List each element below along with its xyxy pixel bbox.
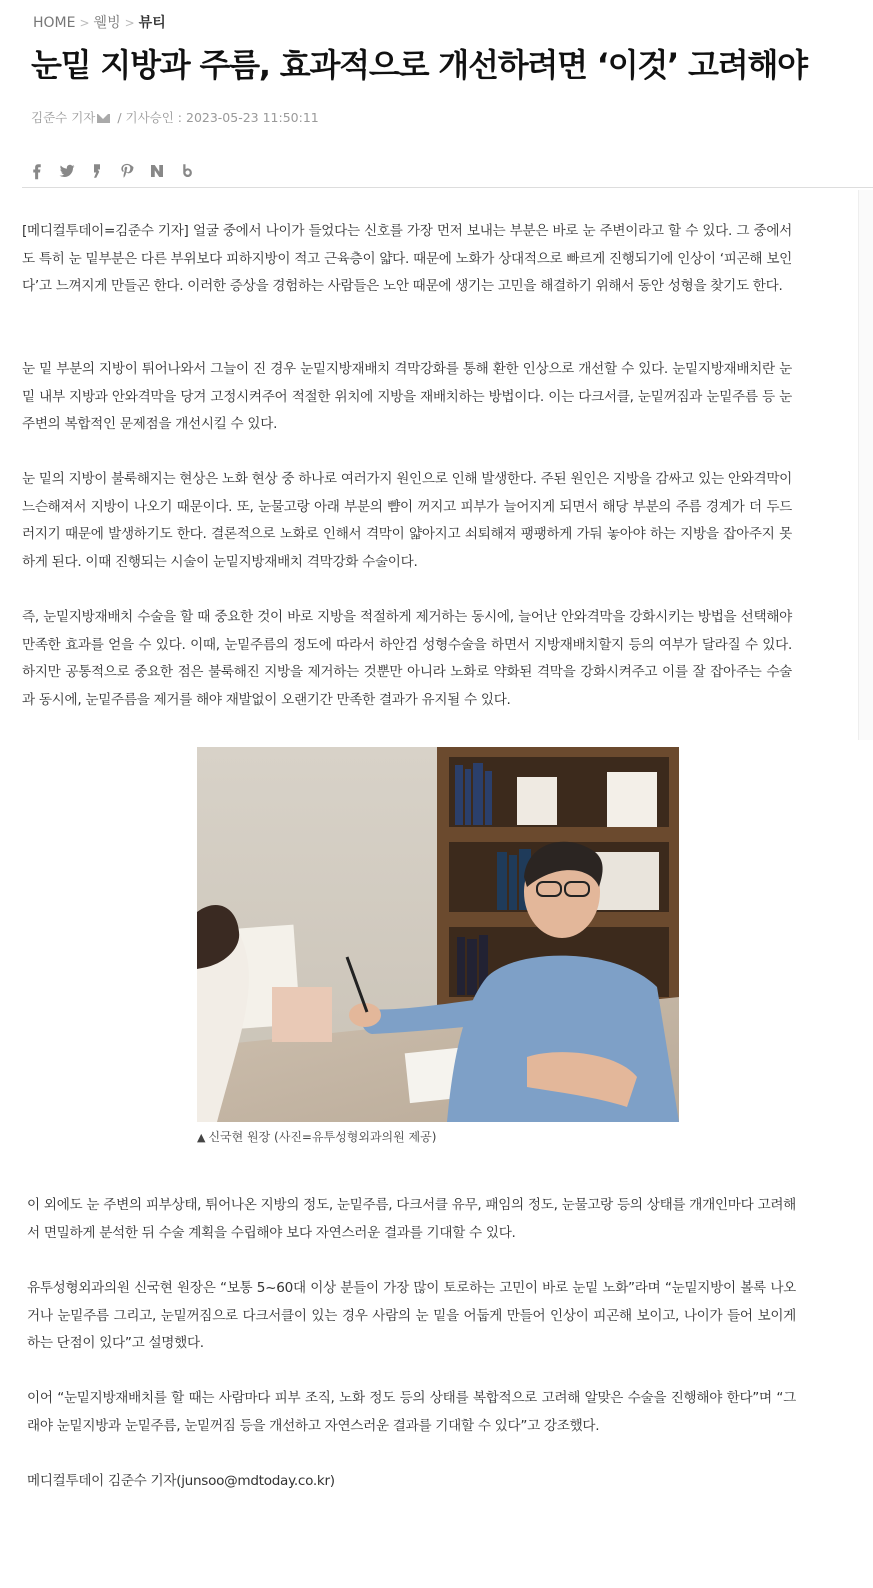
twitter-icon[interactable]: [56, 160, 78, 182]
share-bar: [26, 160, 198, 182]
breadcrumb-current[interactable]: 뷰티: [138, 15, 166, 31]
naver-icon[interactable]: [146, 160, 168, 182]
kakaostory-icon[interactable]: [86, 160, 108, 182]
caption-marker: ▲: [197, 1131, 206, 1144]
approval-date: / 기사승인 : 2023-05-23 11:50:11: [117, 110, 319, 125]
article-paragraph: 눈 밑의 지방이 불룩해지는 현상은 노화 현상 중 하나로 여러가지 원인으로 인해 발생한다. 주된 원인은 지방을 감싸고 있는 안와격막이 느슨해져서 지방이 나오기 때문이다. 또, 눈물고랑 아래 부분의 뺨이 꺼지고 피부가 늘어지게 되면서 해당 부분의 주름 경계가 더 두드러지기 때문에 발생하기도 한다. 결론적으로 노화로 인해서 격막이 얇아지고 쇠퇴해져 팽팽하게 가둬 놓아야 하는 지방을 잡아주지 못하게 된다. 이때 진행되는 시술이 눈밑지방재배치 격막강화 수술이다.: [22, 471, 792, 570]
facebook-icon[interactable]: [26, 160, 48, 182]
article-photo: [197, 747, 679, 1122]
article-byline: 메디컬투데이 김준수 기자(junsoo@mdtoday.co.kr): [27, 1473, 335, 1489]
breadcrumb-section[interactable]: 웰빙: [93, 15, 121, 31]
breadcrumb-separator: >: [124, 16, 135, 30]
author-name: 김준수 기자: [31, 110, 96, 125]
article-meta: [31, 108, 319, 126]
band-icon[interactable]: [176, 160, 198, 182]
breadcrumb: [33, 12, 166, 32]
mail-icon[interactable]: [97, 114, 110, 123]
photo-caption: [197, 1128, 436, 1145]
breadcrumb-home[interactable]: HOME: [33, 15, 76, 31]
article-paragraph: 즉, 눈밑지방재배치 수술을 할 때 중요한 것이 바로 지방을 적절하게 제거하는 동시에, 늘어난 안와격막을 강화시키는 방법을 선택해야 만족한 효과를 얻을 수 있다. 이때, 눈밑주름의 정도에 따라서 하안검 성형수술을 하면서 지방재배치할지 등의 여부가 달라질 수 있다. 하지만 공통적으로 중요한 점은 불룩해진 지방을 제거하는 것뿐만 아니라 노화로 약화된 격막을 강화시켜주고 이를 잘 잡아주는 수술과 동시에, 눈밑주름을 제거를 해야 재발없이 오랜기간 만족한 결과가 유지될 수 있다.: [22, 609, 792, 708]
header-divider: [22, 187, 873, 188]
photo-caption-text: 신국현 원장 (사진=유투성형외과의원 제공): [208, 1130, 437, 1144]
article-title: 눈밑 지방과 주름, 효과적으로 개선하려면 ‘이것’ 고려해야: [31, 46, 807, 84]
article-paragraph: [메디컬투데이=김준수 기자] 얼굴 중에서 나이가 들었다는 신호를 가장 먼저 보내는 부분은 바로 눈 주변이라고 할 수 있다. 그 중에서도 특히 눈 밑부분은 다른 부위보다 피하지방이 적고 근육층이 얇다. 때문에 노화가 상대적으로 빠르게 진행되기에 인상이 ‘피곤해 보인다’고 느껴지게 만들곤 한다. 이러한 증상을 경험하는 사람들은 노안 때문에 생기는 고민을 해결하기 위해서 동안 성형을 찾기도 한다.: [22, 223, 792, 294]
article-paragraph: 유투성형외과의원 신국현 원장은 “보통 5~60대 이상 분들이 가장 많이 토로하는 고민이 바로 눈밑 노화”라며 “눈밑지방이 볼록 나오거나 눈밑주름 그리고, 눈밑꺼짐으로 다크서클이 있는 경우 사람의 눈 밑을 어둡게 만들어 인상이 피곤해 보이고, 나이가 들어 보이게 하는 단점이 있다”고 설명했다.: [27, 1280, 796, 1351]
side-panel-edge: [858, 190, 873, 740]
article-paragraph: 눈 밑 부분의 지방이 튀어나와서 그늘이 진 경우 눈밑지방재배치 격막강화를 통해 환한 인상으로 개선할 수 있다. 눈밑지방재배치란 눈 밑 내부 지방과 안와격막을 당겨 고정시켜주어 적절한 위치에 지방을 재배치하는 방법이다. 이는 다크서클, 눈밑꺼짐과 눈밑주름 등 눈 주변의 복합적인 문제점을 개선시킬 수 있다.: [22, 361, 792, 432]
article-paragraph: 이어 “눈밑지방재배치를 할 때는 사람마다 피부 조직, 노화 정도 등의 상태를 복합적으로 고려해 알맞은 수술을 진행해야 한다”며 “그래야 눈밑지방과 눈밑주름, 눈밑꺼짐 등을 개선하고 자연스러운 결과를 기대할 수 있다”고 강조했다.: [27, 1390, 796, 1434]
pinterest-icon[interactable]: [116, 160, 138, 182]
doctor-consultation-photo: [197, 747, 679, 1122]
breadcrumb-separator: >: [79, 16, 90, 30]
article-paragraph: 이 외에도 눈 주변의 피부상태, 튀어나온 지방의 정도, 눈밑주름, 다크서클 유무, 패임의 정도, 눈물고랑 등의 상태를 개개인마다 고려해서 면밀하게 분석한 뒤 수술 계획을 수립해야 보다 자연스러운 결과를 기대할 수 있다.: [27, 1197, 796, 1241]
